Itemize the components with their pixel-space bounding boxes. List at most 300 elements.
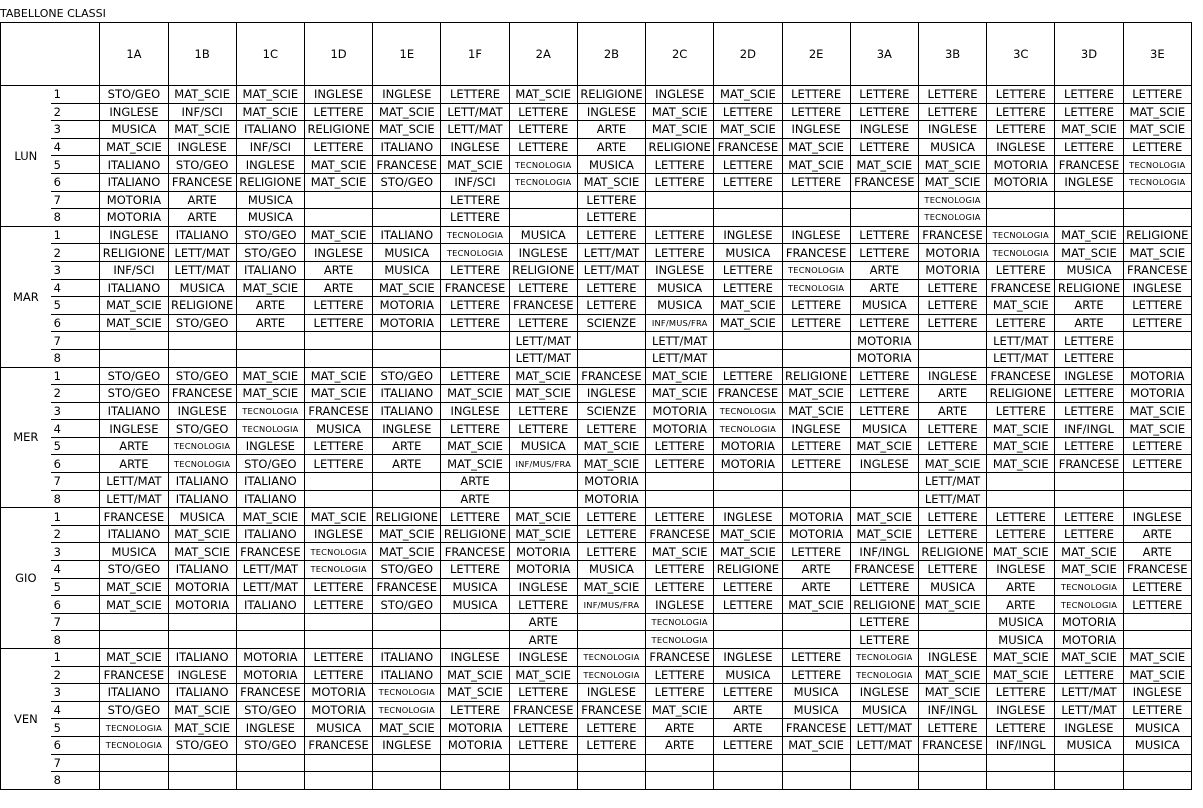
table-row [1,578,1192,596]
subject-cell: TECNOLOGIA [373,701,441,719]
subject-cell: FRANCESE [100,666,168,684]
subject-cell: RELIGIONE [304,121,372,139]
subject-cell: MOTORIA [236,649,304,667]
subject-cell: LETTERE [441,420,509,438]
subject-cell: ARTE [850,261,918,279]
subject-cell: MAT_SCIE [577,455,645,473]
subject-cell: INGLESE [373,736,441,754]
subject-cell: MOTORIA [714,437,782,455]
subject-cell: MAT_SCIE [509,367,577,385]
subject-cell: LETTERE [850,385,918,403]
subject-cell: INGLESE [987,561,1055,579]
subject-cell: MAT_SCIE [1123,402,1191,420]
subject-cell: TECNOLOGIA [168,455,236,473]
subject-cell [373,191,441,209]
period-number: 4 [51,138,100,156]
subject-cell: MUSICA [987,631,1055,649]
subject-cell: ARTE [714,719,782,737]
table-row [1,666,1192,684]
subject-cell: INGLESE [100,103,168,121]
subject-cell: MAT_SCIE [646,543,714,561]
subject-cell [987,754,1055,772]
subject-cell: TECNOLOGIA [782,261,850,279]
table-row [1,736,1192,754]
subject-cell: FRANCESE [850,173,918,191]
subject-cell: MOTORIA [1123,367,1191,385]
subject-cell: LETTERE [1055,666,1123,684]
subject-cell: MUSICA [304,719,372,737]
subject-cell [100,332,168,350]
subject-cell: LETTERE [441,561,509,579]
timetable [0,22,1192,790]
subject-cell: LETTERE [646,173,714,191]
subject-cell: INGLESE [1123,508,1191,526]
subject-cell: INF/INGL [987,736,1055,754]
subject-cell: ARTE [1123,525,1191,543]
subject-cell: INGLESE [509,244,577,262]
subject-cell: RELIGIONE [1055,279,1123,297]
table-row [1,754,1192,772]
subject-cell: LETTERE [987,314,1055,332]
subject-cell [646,490,714,508]
subject-cell: LETTERE [1055,332,1123,350]
subject-cell [100,631,168,649]
subject-cell: FRANCESE [441,543,509,561]
subject-cell: MAT_SCIE [236,103,304,121]
period-number: 7 [51,332,100,350]
subject-cell: LETTERE [646,561,714,579]
subject-cell: LETTERE [1055,385,1123,403]
subject-cell: MAT_SCIE [1123,649,1191,667]
subject-cell: MOTORIA [577,473,645,491]
table-row [1,226,1192,244]
subject-cell: ARTE [1123,543,1191,561]
subject-cell: LETTERE [509,121,577,139]
subject-cell: LETTERE [782,103,850,121]
subject-cell [441,772,509,790]
subject-cell [987,209,1055,227]
subject-cell: MUSICA [646,297,714,315]
subject-cell: TECNOLOGIA [646,631,714,649]
subject-cell: INF/SCI [236,138,304,156]
subject-cell: LETT/MAT [100,490,168,508]
subject-cell: MAT_SCIE [168,86,236,104]
subject-cell [714,209,782,227]
subject-cell [441,332,509,350]
subject-cell: MOTORIA [1055,631,1123,649]
class-header: 3E [1123,23,1191,86]
subject-cell [782,772,850,790]
subject-cell: MOTORIA [168,578,236,596]
subject-cell [373,754,441,772]
subject-cell: FRANCESE [168,385,236,403]
subject-cell [918,349,986,367]
subject-cell: LETTERE [918,103,986,121]
subject-cell [714,473,782,491]
subject-cell: MAT_SCIE [509,86,577,104]
subject-cell: LETT/MAT [918,490,986,508]
period-number: 3 [51,684,100,702]
subject-cell: MOTORIA [441,719,509,737]
period-number: 4 [51,701,100,719]
subject-cell: INGLESE [1123,684,1191,702]
subject-cell: MOTORIA [646,402,714,420]
subject-cell [304,332,372,350]
table-row [1,138,1192,156]
table-row [1,209,1192,227]
subject-cell: ITALIANO [373,138,441,156]
timetable-body [1,23,1192,790]
subject-cell: LETTERE [509,420,577,438]
subject-cell [1123,332,1191,350]
subject-cell: LETTERE [441,209,509,227]
subject-cell: MAT_SCIE [987,543,1055,561]
period-number: 5 [51,297,100,315]
subject-cell: ARTE [100,455,168,473]
subject-cell: LETTERE [714,279,782,297]
subject-cell: MUSICA [714,666,782,684]
subject-cell: LETT/MAT [100,473,168,491]
subject-cell: LETTERE [577,209,645,227]
subject-cell: LETTERE [646,156,714,174]
subject-cell: ARTE [1055,297,1123,315]
subject-cell [782,754,850,772]
subject-cell: INGLESE [168,138,236,156]
subject-cell: FRANCESE [1123,261,1191,279]
subject-cell: MUSICA [509,437,577,455]
table-row [1,402,1192,420]
subject-cell: LETTERE [646,244,714,262]
subject-cell: LETTERE [850,613,918,631]
subject-cell: FRANCESE [714,385,782,403]
subject-cell: MAT_SCIE [850,437,918,455]
subject-cell: MOTORIA [304,684,372,702]
table-row [1,385,1192,403]
subject-cell: LETTERE [441,191,509,209]
subject-cell: INGLESE [304,86,372,104]
subject-cell [100,349,168,367]
subject-cell: LETTERE [1055,103,1123,121]
subject-cell: TECNOLOGIA [509,156,577,174]
subject-cell: MAT_SCIE [782,385,850,403]
subject-cell: TECNOLOGIA [850,666,918,684]
subject-cell [236,349,304,367]
subject-cell: MAT_SCIE [509,508,577,526]
subject-cell: FRANCESE [577,701,645,719]
subject-cell: STO/GEO [236,736,304,754]
table-row [1,121,1192,139]
subject-cell [304,772,372,790]
period-number: 2 [51,666,100,684]
table-row [1,156,1192,174]
table-row [1,297,1192,315]
subject-cell: MUSICA [373,261,441,279]
subject-cell: ITALIANO [373,402,441,420]
subject-cell [304,209,372,227]
subject-cell: MAT_SCIE [100,138,168,156]
subject-cell: INGLESE [850,121,918,139]
subject-cell: LETTERE [987,525,1055,543]
subject-cell: TECNOLOGIA [441,244,509,262]
table-row [1,508,1192,526]
subject-cell: FRANCESE [236,543,304,561]
period-number: 7 [51,613,100,631]
subject-cell: MAT_SCIE [1055,244,1123,262]
subject-cell: LETTERE [987,684,1055,702]
subject-cell: ARTE [236,297,304,315]
subject-cell [782,332,850,350]
subject-cell: MAT_SCIE [1055,121,1123,139]
subject-cell: LETT/MAT [168,244,236,262]
subject-cell: INGLESE [850,455,918,473]
subject-cell: LETTERE [782,649,850,667]
subject-cell: MAT_SCIE [646,367,714,385]
subject-cell: FRANCESE [509,701,577,719]
subject-cell: ARTE [373,455,441,473]
subject-cell: LETTERE [782,437,850,455]
subject-cell: MAT_SCIE [100,596,168,614]
subject-cell: LETTERE [782,86,850,104]
subject-cell: STO/GEO [100,367,168,385]
subject-cell: LETTERE [714,684,782,702]
subject-cell: LETTERE [509,314,577,332]
page-title: TABELLONE CLASSI [0,7,106,20]
subject-cell [782,631,850,649]
subject-cell [714,613,782,631]
subject-cell: MAT_SCIE [918,684,986,702]
table-row [1,613,1192,631]
subject-cell: LETTERE [918,314,986,332]
subject-cell [168,332,236,350]
table-row [1,701,1192,719]
subject-cell: MUSICA [918,138,986,156]
table-row [1,684,1192,702]
subject-cell: LETTERE [304,666,372,684]
subject-cell: MUSICA [646,279,714,297]
subject-cell: LETTERE [850,86,918,104]
subject-cell [1123,349,1191,367]
subject-cell: FRANCESE [577,367,645,385]
subject-cell: LETTERE [441,261,509,279]
subject-cell: INGLESE [918,367,986,385]
subject-cell: RELIGIONE [850,596,918,614]
subject-cell: LETTERE [714,103,782,121]
subject-cell: LETTERE [782,297,850,315]
subject-cell: FRANCESE [168,173,236,191]
subject-cell: MAT_SCIE [987,437,1055,455]
subject-cell: MUSICA [236,209,304,227]
subject-cell: LETTERE [918,86,986,104]
subject-cell: LETTERE [918,297,986,315]
subject-cell [577,754,645,772]
subject-cell: RELIGIONE [918,543,986,561]
subject-cell: LETTERE [577,226,645,244]
subject-cell [987,473,1055,491]
period-number: 5 [51,156,100,174]
subject-cell: INGLESE [714,649,782,667]
subject-cell: MUSICA [577,156,645,174]
subject-cell: LETTERE [850,578,918,596]
subject-cell: LETTERE [850,103,918,121]
subject-cell: ITALIANO [168,226,236,244]
subject-cell: INF/MUS/FRA [646,314,714,332]
class-header: 2E [782,23,850,86]
subject-cell: LETTERE [509,279,577,297]
table-row [1,367,1192,385]
subject-cell: ARTE [646,736,714,754]
subject-cell: FRANCESE [782,244,850,262]
subject-cell: FRANCESE [714,138,782,156]
subject-cell: SCIENZE [577,314,645,332]
subject-cell: RELIGIONE [577,86,645,104]
subject-cell: ITALIANO [100,684,168,702]
subject-cell: MOTORIA [168,596,236,614]
header-row [1,23,1192,86]
subject-cell: LETTERE [782,543,850,561]
subject-cell: ARTE [304,279,372,297]
subject-cell: LETT/MAT [236,578,304,596]
subject-cell: MUSICA [782,701,850,719]
subject-cell: MAT_SCIE [714,86,782,104]
subject-cell: RELIGIONE [714,561,782,579]
subject-cell: MUSICA [850,297,918,315]
subject-cell [100,754,168,772]
class-header: 1B [168,23,236,86]
subject-cell: FRANCESE [646,649,714,667]
subject-cell: MUSICA [168,508,236,526]
subject-cell: MAT_SCIE [236,367,304,385]
subject-cell [168,754,236,772]
subject-cell: LETTERE [1123,596,1191,614]
subject-cell [373,349,441,367]
class-header: 3B [918,23,986,86]
subject-cell [168,349,236,367]
subject-cell: LETTERE [577,543,645,561]
subject-cell: LETTERE [850,367,918,385]
subject-cell: MAT_SCIE [441,455,509,473]
subject-cell: LETTERE [304,437,372,455]
subject-cell [714,332,782,350]
subject-cell: ITALIANO [236,525,304,543]
subject-cell [714,772,782,790]
subject-cell: FRANCESE [1123,561,1191,579]
subject-cell: LETT/MAT [918,473,986,491]
subject-cell: LETT/MAT [1055,684,1123,702]
subject-cell: MOTORIA [236,666,304,684]
subject-cell: LETTERE [987,86,1055,104]
subject-cell: ARTE [304,261,372,279]
subject-cell [714,349,782,367]
subject-cell: MUSICA [100,121,168,139]
subject-cell: LETTERE [918,437,986,455]
subject-cell [236,332,304,350]
subject-cell: MUSICA [441,596,509,614]
subject-cell: MUSICA [100,543,168,561]
subject-cell [1055,754,1123,772]
subject-cell: FRANCESE [782,719,850,737]
subject-cell: LETTERE [987,261,1055,279]
subject-cell: MAT_SCIE [304,156,372,174]
period-number: 1 [51,367,100,385]
subject-cell: LETTERE [304,314,372,332]
subject-cell: INGLESE [1055,367,1123,385]
subject-cell [1123,191,1191,209]
subject-cell: LETTERE [1123,701,1191,719]
subject-cell: MUSICA [1055,736,1123,754]
subject-cell: MAT_SCIE [304,508,372,526]
subject-cell: MAT_SCIE [646,385,714,403]
subject-cell: LETT/MAT [577,261,645,279]
subject-cell: MUSICA [373,244,441,262]
class-header: 1A [100,23,168,86]
subject-cell: LETTERE [304,103,372,121]
subject-cell: MAT_SCIE [100,649,168,667]
subject-cell: MOTORIA [577,490,645,508]
subject-cell: LETTERE [646,666,714,684]
subject-cell: MAT_SCIE [1123,666,1191,684]
subject-cell: MAT_SCIE [782,402,850,420]
subject-cell: MAT_SCIE [782,736,850,754]
subject-cell: TECNOLOGIA [714,402,782,420]
table-row [1,103,1192,121]
subject-cell: ARTE [236,314,304,332]
subject-cell: STO/GEO [373,596,441,614]
subject-cell [714,191,782,209]
subject-cell: LETTERE [441,314,509,332]
subject-cell: MAT_SCIE [100,314,168,332]
subject-cell: INGLESE [714,508,782,526]
subject-cell: MAT_SCIE [100,578,168,596]
subject-cell: INGLESE [168,666,236,684]
subject-cell: MAT_SCIE [987,455,1055,473]
subject-cell: LETT/MAT [168,261,236,279]
subject-cell: LETTERE [850,314,918,332]
subject-cell: MAT_SCIE [304,173,372,191]
subject-cell [441,754,509,772]
subject-cell: ARTE [168,191,236,209]
subject-cell [987,191,1055,209]
subject-cell: ITALIANO [236,121,304,139]
subject-cell [373,772,441,790]
table-row [1,649,1192,667]
subject-cell [1055,209,1123,227]
subject-cell: MAT_SCIE [304,367,372,385]
subject-cell: MOTORIA [1123,385,1191,403]
subject-cell [918,631,986,649]
subject-cell: MAT_SCIE [441,437,509,455]
subject-cell: MAT_SCIE [168,525,236,543]
subject-cell: INGLESE [577,684,645,702]
period-number: 1 [51,649,100,667]
subject-cell: MAT_SCIE [987,297,1055,315]
subject-cell: LETTERE [918,508,986,526]
subject-cell: MAT_SCIE [850,525,918,543]
subject-cell: INGLESE [646,596,714,614]
subject-cell: ARTE [987,596,1055,614]
subject-cell: INGLESE [918,121,986,139]
period-number: 3 [51,402,100,420]
subject-cell: LETTERE [850,138,918,156]
subject-cell [850,209,918,227]
subject-cell [373,631,441,649]
subject-cell: ITALIANO [373,226,441,244]
subject-cell: ARTE [577,138,645,156]
subject-cell [236,754,304,772]
subject-cell [236,631,304,649]
period-number: 8 [51,209,100,227]
subject-cell: TECNOLOGIA [100,736,168,754]
subject-cell [782,473,850,491]
